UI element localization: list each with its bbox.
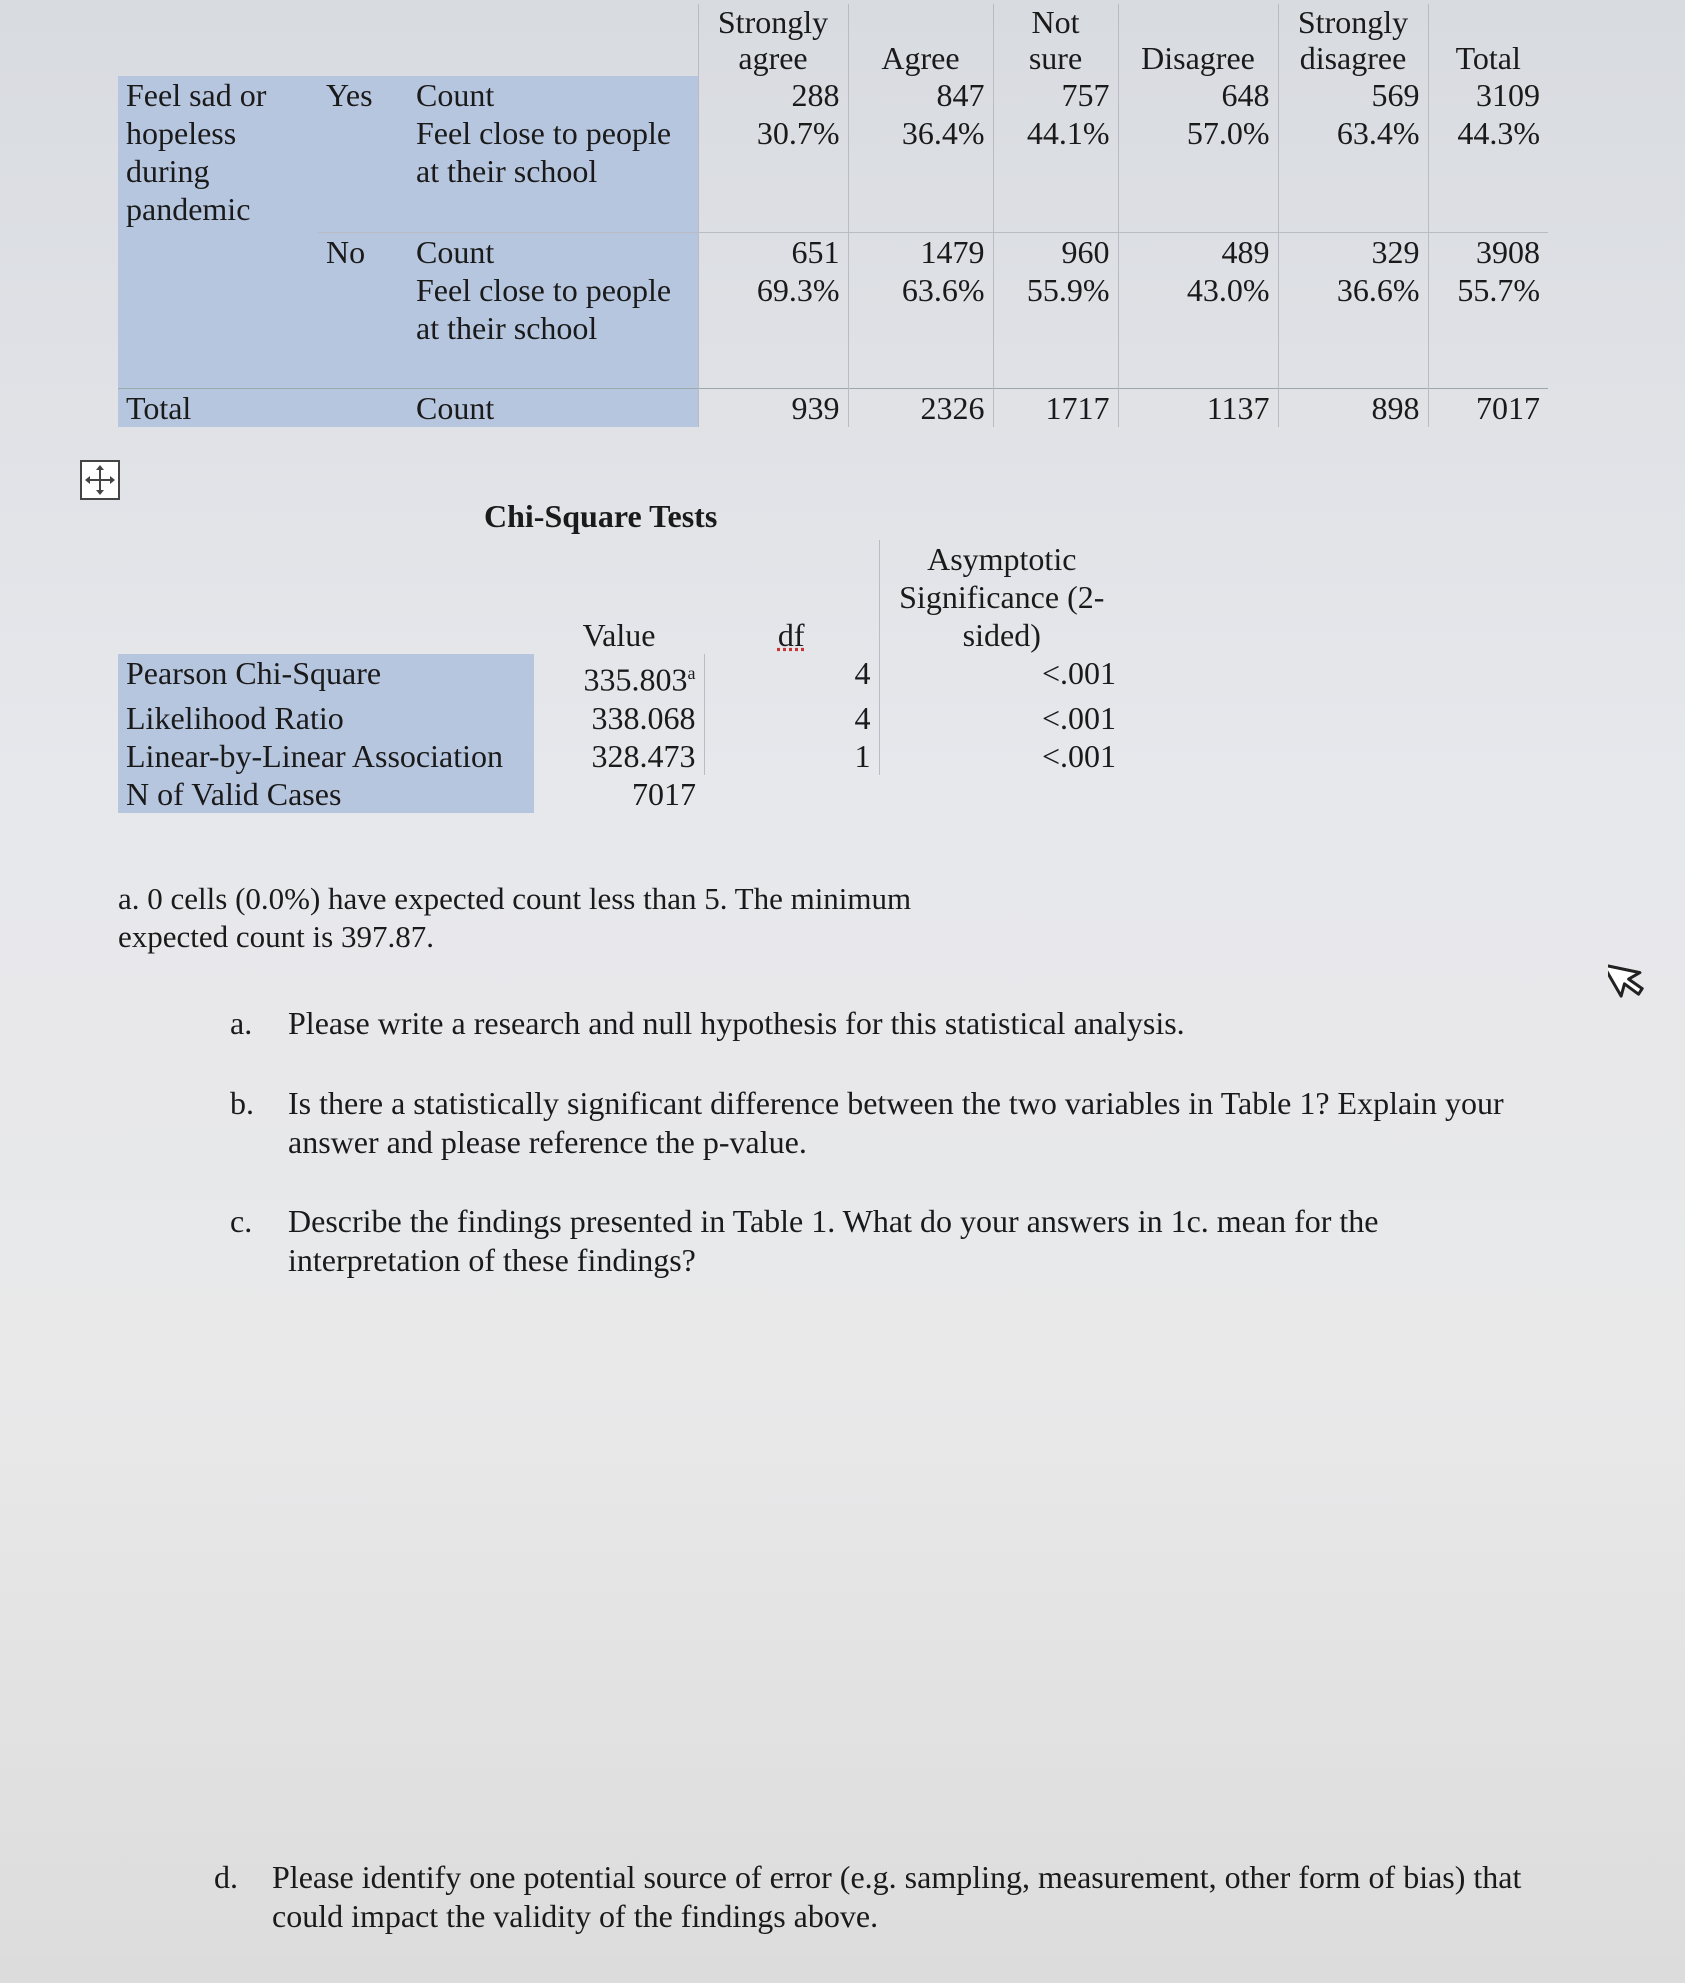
question-d	[214, 1858, 1594, 1936]
row-label-yes: Yes	[318, 76, 408, 232]
table-row	[118, 654, 1124, 699]
cell: 7017	[1428, 389, 1548, 428]
col-header: Disagree	[1118, 4, 1278, 76]
cell: 3908	[1428, 232, 1548, 271]
cell: 36.6%	[1278, 271, 1428, 389]
question-text: Please identify one potential source of error (e.g. sampling, measurement, other form of bias) that could impact the validity of the findings above.	[272, 1859, 1522, 1934]
table-row	[118, 699, 1124, 737]
stat-label: Count	[408, 389, 698, 428]
row-label-no: No	[318, 232, 408, 389]
cell: 1137	[1118, 389, 1278, 428]
stat-label: Pearson Chi-Square	[118, 654, 534, 699]
col-header-df: df	[777, 617, 805, 653]
question-letter: d.	[214, 1859, 238, 1895]
stat-label: N of Valid Cases	[118, 775, 534, 813]
question-letter: c.	[230, 1203, 253, 1239]
cell: 288	[698, 76, 848, 114]
table-row	[118, 76, 1548, 114]
chi-header-row	[118, 540, 1124, 654]
cell: 1717	[993, 389, 1118, 428]
row-group-label: Feel sad or hopeless during pandemic	[118, 76, 318, 389]
col-header: Strongly disagree	[1278, 4, 1428, 76]
cell: 7017	[632, 775, 696, 812]
cell: 489	[1118, 232, 1278, 271]
question-letter: a.	[230, 1005, 253, 1041]
cell: 335.803$^a$	[583, 661, 696, 698]
question-a	[230, 1004, 1540, 1043]
cell: 939	[698, 389, 848, 428]
row-label-total: Total	[118, 389, 408, 428]
question-text: Is there a statistically significant difference between the two variables in Table 1? Explain your answer and please reference the p-value.	[288, 1085, 1504, 1160]
col-header-value: Value	[582, 617, 656, 653]
cell: 847	[848, 76, 993, 114]
cell: 2326	[848, 389, 993, 428]
cell	[879, 775, 1124, 813]
col-header-sig: Asymptotic Significance (2-sided)	[879, 540, 1124, 654]
cell: 63.4%	[1278, 114, 1428, 232]
cell: 898	[1278, 389, 1428, 428]
cell: 36.4%	[848, 114, 993, 232]
stat-label: Likelihood Ratio	[118, 699, 534, 737]
stat-label: Linear-by-Linear Association	[118, 737, 534, 775]
cell: 30.7%	[698, 114, 848, 232]
question-c	[230, 1202, 1540, 1280]
question-letter: b.	[230, 1085, 254, 1121]
cell	[704, 775, 879, 813]
cell: 4	[704, 654, 879, 699]
cell: 3109	[1428, 76, 1548, 114]
move-handle-icon[interactable]	[80, 460, 120, 500]
cell: 569	[1278, 76, 1428, 114]
stat-label: Count	[408, 232, 698, 271]
cell: 757	[993, 76, 1118, 114]
table-row	[118, 737, 1124, 775]
cell: 648	[1118, 76, 1278, 114]
cell: 329	[1278, 232, 1428, 271]
cell: 57.0%	[1118, 114, 1278, 232]
question-b	[230, 1084, 1540, 1162]
cell: 69.3%	[698, 271, 848, 389]
col-header: Strongly agree	[698, 4, 848, 76]
crosstab-corner	[118, 4, 698, 76]
cell: 55.9%	[993, 271, 1118, 389]
cell: <.001	[879, 737, 1124, 775]
cell: 44.1%	[993, 114, 1118, 232]
mouse-cursor-icon	[1608, 950, 1648, 1002]
chi-square-footnote: a. 0 cells (0.0%) have expected count less than 5. The minimum expected count is 397.87.	[118, 881, 912, 954]
cell: 63.6%	[848, 271, 993, 389]
stat-label: Feel close to people at their school	[408, 271, 698, 389]
stat-label: Count	[408, 76, 698, 114]
cell: 1	[704, 737, 879, 775]
table-row	[118, 775, 1124, 813]
question-text: Please write a research and null hypothesis for this statistical analysis.	[288, 1005, 1185, 1041]
col-header: Total	[1428, 4, 1548, 76]
cell: 328.473	[591, 737, 696, 774]
table-row	[118, 232, 1548, 271]
cell: 338.068	[591, 699, 696, 736]
col-header: Agree	[848, 4, 993, 76]
crosstab-header-row	[118, 4, 1548, 76]
question-text: Describe the findings presented in Table 1. What do your answers in 1c. mean for the interpretation of these findings?	[288, 1203, 1379, 1278]
cell: <.001	[879, 699, 1124, 737]
cell: 960	[993, 232, 1118, 271]
chi-square-title: Chi-Square Tests	[484, 498, 718, 534]
crosstab-table	[118, 4, 1548, 427]
cell: 4	[704, 699, 879, 737]
chi-corner	[118, 540, 534, 654]
cell: 43.0%	[1118, 271, 1278, 389]
chi-square-table	[118, 540, 1124, 813]
cell: 55.7%	[1428, 271, 1548, 389]
cell: <.001	[879, 654, 1124, 699]
stat-label: Feel close to people at their school	[408, 114, 698, 232]
table-row	[118, 389, 1548, 428]
cell: 651	[698, 232, 848, 271]
cell: 1479	[848, 232, 993, 271]
cell: 44.3%	[1428, 114, 1548, 232]
col-header: Not sure	[993, 4, 1118, 76]
